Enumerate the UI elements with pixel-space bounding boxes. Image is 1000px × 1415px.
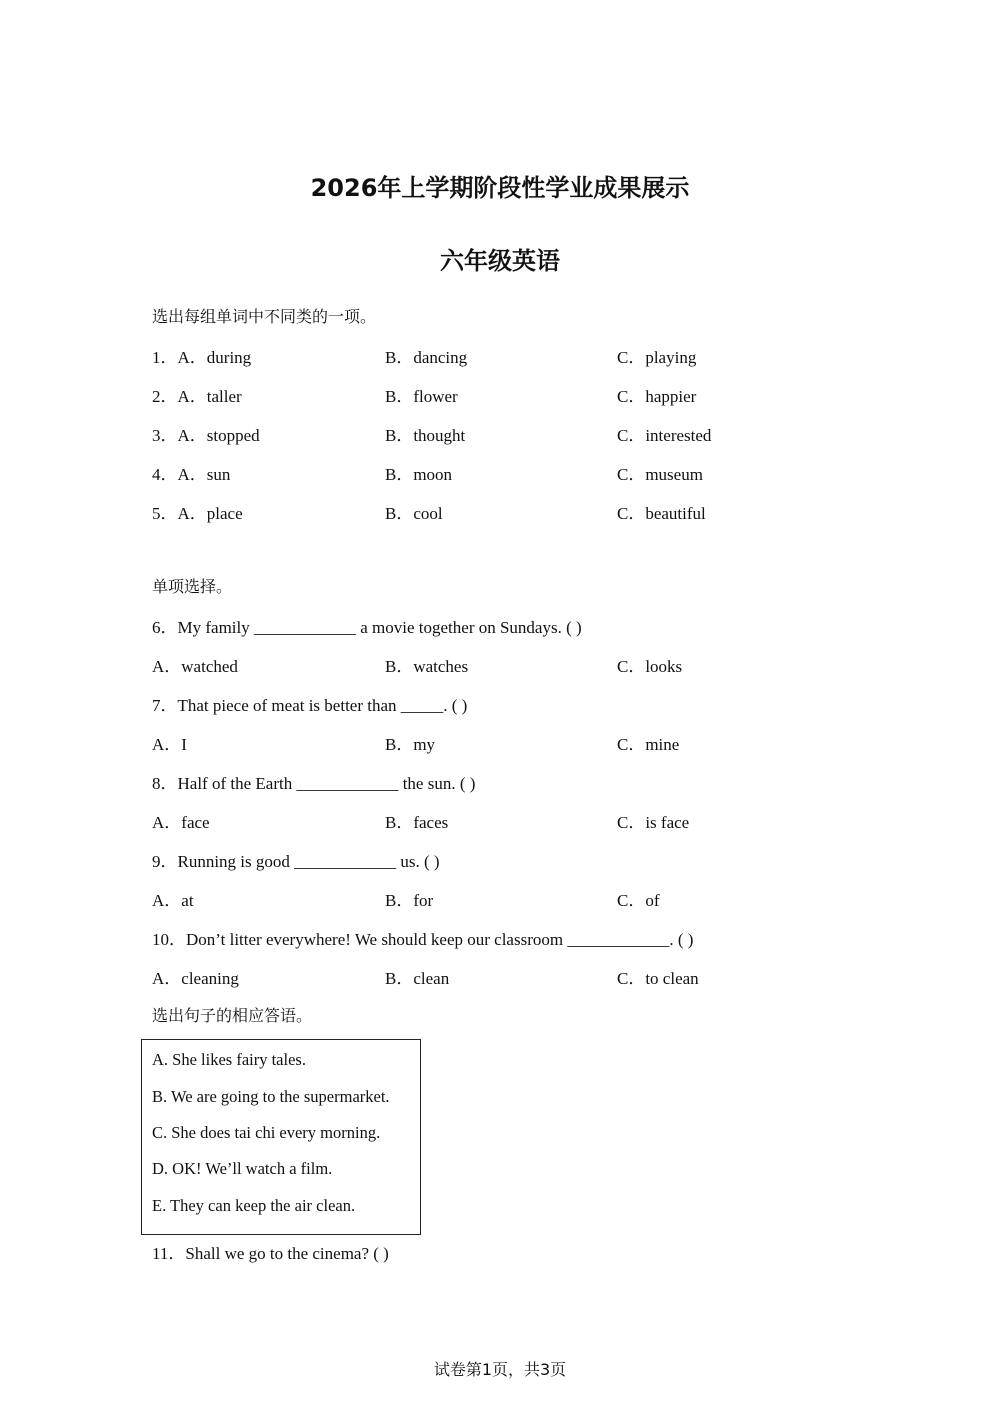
part3-instruction: 选出句子的相应答语。 xyxy=(152,1006,313,1025)
option-b: B．watches xyxy=(385,657,469,676)
exam-subtitle: 六年级英语 xyxy=(440,247,560,275)
answer-options-box xyxy=(141,1039,421,1235)
answer-option-b: B. We are going to the supermarket. xyxy=(152,1087,390,1106)
option-c: C．to clean xyxy=(617,969,699,988)
option-b: B．for xyxy=(385,891,434,910)
question-number: 3． xyxy=(152,426,178,445)
option-a: A．cleaning xyxy=(152,969,239,988)
question-option-a xyxy=(152,499,243,524)
question-option-a xyxy=(152,421,260,446)
question-stem: 10．Don’t litter everywhere! We should keep our classroom ____________. ( ) xyxy=(152,930,694,949)
option-a: A．place xyxy=(177,504,243,523)
option-a: A．sun xyxy=(177,465,231,484)
option-a: A．face xyxy=(152,813,210,832)
question-stem: 6．My family ____________ a movie together on Sundays. ( ) xyxy=(152,618,582,637)
option-c: C．is face xyxy=(617,813,690,832)
question-option-a xyxy=(152,343,251,368)
part1-instruction: 选出每组单词中不同类的一项。 xyxy=(152,307,377,326)
option-c: C．beautiful xyxy=(617,504,706,523)
option-a: A．I xyxy=(152,735,187,754)
part3-question-11: 11．Shall we go to the cinema? ( ) xyxy=(152,1244,389,1263)
option-c: C．of xyxy=(617,891,660,910)
option-b: B．flower xyxy=(385,387,458,406)
option-c: C．mine xyxy=(617,735,680,754)
option-b: B．moon xyxy=(385,465,453,484)
option-a: A．during xyxy=(177,348,252,367)
option-b: B．dancing xyxy=(385,348,468,367)
answer-option-d: D. OK! We’ll watch a film. xyxy=(152,1159,333,1178)
option-c: C．museum xyxy=(617,465,703,484)
answer-option-a: A. She likes fairy tales. xyxy=(152,1050,306,1069)
option-b: B．cool xyxy=(385,504,443,523)
question-number: 2． xyxy=(152,387,178,406)
answer-option-c: C. She does tai chi every morning. xyxy=(152,1123,381,1142)
option-c: C．interested xyxy=(617,426,712,445)
option-b: B．clean xyxy=(385,969,450,988)
option-a: A．taller xyxy=(177,387,242,406)
option-a: A．watched xyxy=(152,657,238,676)
question-option-a xyxy=(152,382,242,407)
question-stem: 9．Running is good ____________ us. ( ) xyxy=(152,852,440,871)
page-footer: 试卷第1页，共3页 xyxy=(433,1360,567,1379)
question-number: 4． xyxy=(152,465,178,484)
exam-title: 2026年上学期阶段性学业成果展示 xyxy=(310,174,690,202)
question-number: 5． xyxy=(152,504,178,523)
option-b: B．thought xyxy=(385,426,466,445)
question-option-a xyxy=(152,460,230,485)
option-c: C．happier xyxy=(617,387,697,406)
part2-instruction: 单项选择。 xyxy=(152,577,233,596)
option-a: A．at xyxy=(152,891,194,910)
option-c: C．looks xyxy=(617,657,683,676)
question-stem: 7．That piece of meat is better than _____. ( ) xyxy=(152,696,468,715)
question-stem: 8．Half of the Earth ____________ the sun. ( ) xyxy=(152,774,476,793)
option-b: B．my xyxy=(385,735,436,754)
option-b: B．faces xyxy=(385,813,449,832)
answer-option-e: E. They can keep the air clean. xyxy=(152,1196,356,1215)
option-c: C．playing xyxy=(617,348,697,367)
option-a: A．stopped xyxy=(177,426,260,445)
question-number: 1． xyxy=(152,348,178,367)
